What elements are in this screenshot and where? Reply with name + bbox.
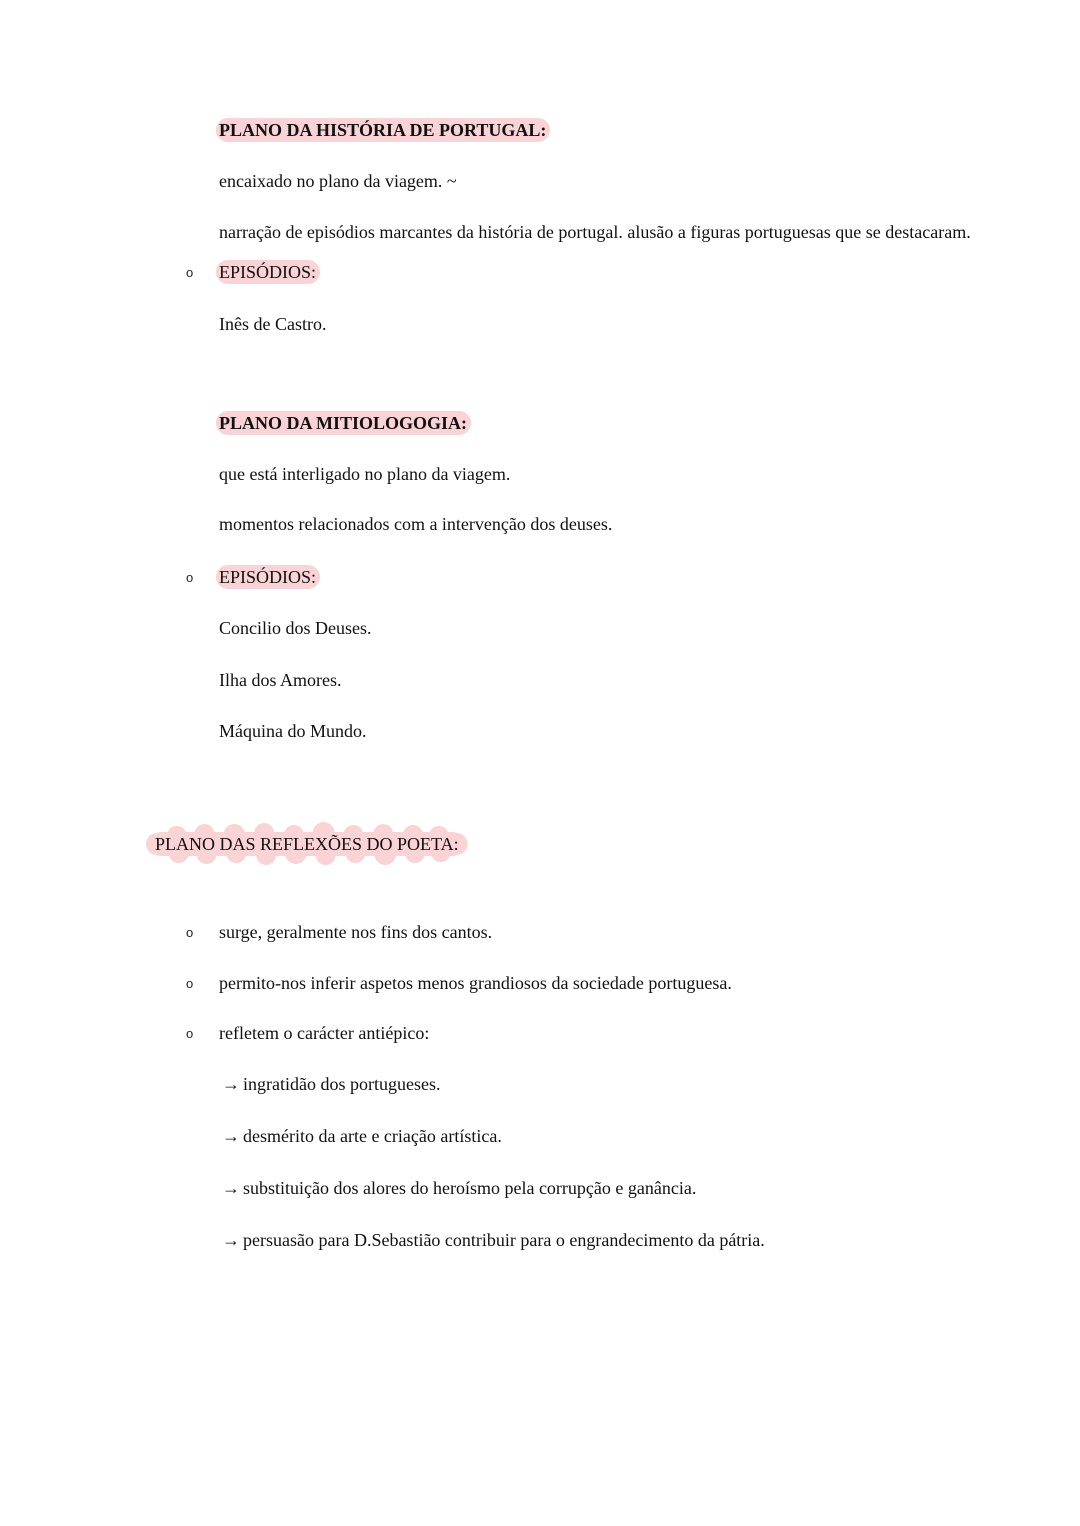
list-item: permito-nos inferir aspetos menos grandiosos da sociedade portuguesa. (219, 973, 732, 993)
right-arrow-icon: → (222, 1126, 240, 1146)
arrow-item (222, 1072, 440, 1096)
paragraph: que está interligado no plano da viagem. (219, 464, 511, 484)
episodes-label-line (219, 565, 320, 589)
paragraph: narração de episódios marcantes da história de portugal. alusão a figuras portuguesas que se destacaram. (219, 222, 971, 242)
list-item: refletem o carácter antiépico: (219, 1023, 430, 1043)
right-arrow-icon: → (222, 1074, 240, 1094)
right-arrow-icon: → (222, 1178, 240, 1198)
list-item: surge, geralmente nos fins dos cantos. (219, 922, 493, 942)
hollow-bullet-icon: o (186, 925, 194, 940)
arrow-item-text: desmérito da arte e criação artística. (243, 1126, 502, 1146)
arrow-item-text: substituição dos alores do heroísmo pela corrupção e ganância. (243, 1178, 697, 1198)
heading-mitologia-line (219, 411, 471, 435)
heading-reflexoes-highlight (143, 822, 471, 866)
heading-reflexoes: PLANO DAS REFLEXÕES DO POETA: (155, 834, 459, 854)
heading-historia-line (219, 118, 550, 142)
episode-item: Concilio dos Deuses. (219, 618, 372, 638)
episode-item: Inês de Castro. (219, 314, 327, 334)
hollow-bullet-icon: o (186, 976, 194, 991)
heading-historia: PLANO DA HISTÓRIA DE PORTUGAL: (216, 118, 550, 142)
paragraph: momentos relacionados com a intervenção dos deuses. (219, 514, 613, 534)
right-arrow-icon: → (222, 1230, 240, 1250)
hollow-bullet-icon: o (186, 265, 194, 280)
arrow-item (222, 1228, 765, 1252)
arrow-item (222, 1176, 696, 1200)
heading-mitologia: PLANO DA MITIOLOGOGIA: (216, 411, 471, 435)
episodes-label: EPISÓDIOS: (216, 565, 320, 589)
episodes-label-line (219, 260, 320, 284)
heading-reflexoes-line (143, 822, 471, 866)
arrow-item-text: persuasão para D.Sebastião contribuir para o engrandecimento da pátria. (243, 1230, 765, 1250)
arrow-item-text: ingratidão dos portugueses. (243, 1074, 441, 1094)
hollow-bullet-icon: o (186, 1026, 194, 1041)
paragraph: encaixado no plano da viagem. ~ (219, 171, 457, 191)
hollow-bullet-icon: o (186, 570, 194, 585)
arrow-item (222, 1124, 502, 1148)
episode-item: Máquina do Mundo. (219, 721, 367, 741)
episode-item: Ilha dos Amores. (219, 670, 342, 690)
episodes-label: EPISÓDIOS: (216, 260, 320, 284)
